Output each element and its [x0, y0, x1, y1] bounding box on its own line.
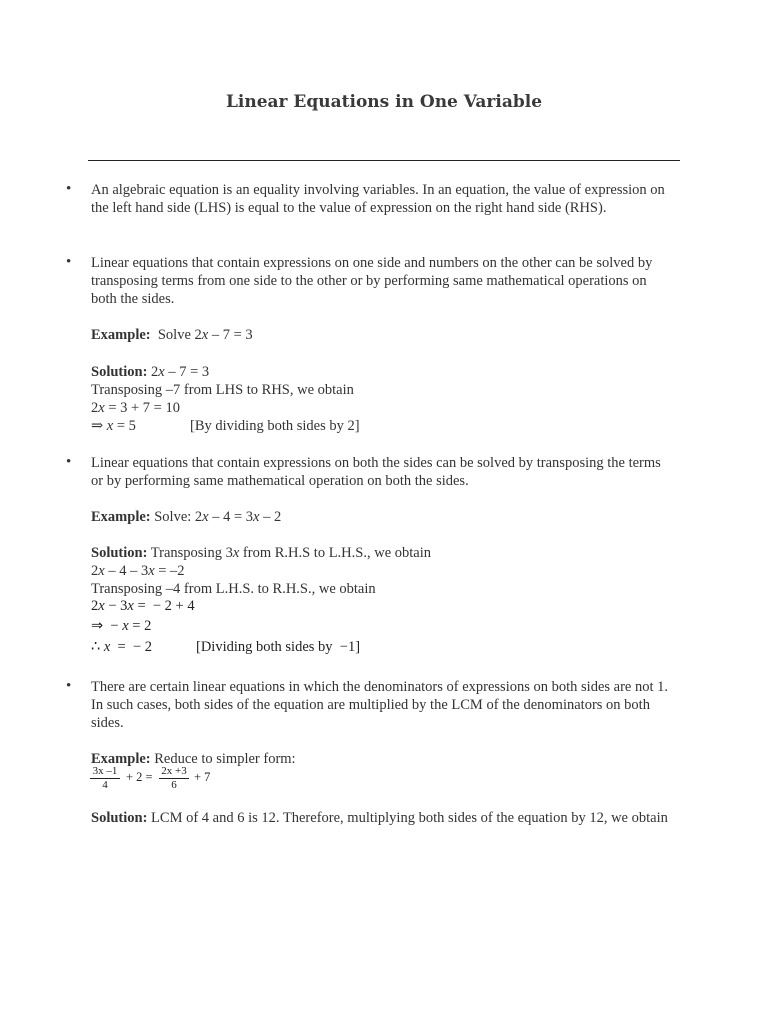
solution-label: Solution:	[91, 364, 148, 380]
equation-operator-2: + 7	[194, 770, 211, 784]
solution-1-line-3: 2x = 3 + 7 = 10	[91, 400, 180, 416]
bullet-marker-4: •	[66, 678, 72, 694]
solution-2-note: [Dividing both sides by −1]	[196, 639, 361, 655]
equation-operator-1: + 2 =	[126, 770, 153, 784]
bullet-marker-2: •	[66, 254, 72, 270]
solution-label: Solution:	[91, 545, 148, 561]
bullet-marker-3: •	[66, 454, 72, 470]
paragraph-definition: An algebraic equation is an equality involving variables. In an equation, the value of expression on the left hand side (LHS) is equal to the value of expression on the right hand side (RHS).	[91, 182, 665, 217]
page-title: Linear Equations in One Variable	[225, 92, 543, 112]
example-label: Example:	[91, 751, 151, 767]
bullet-marker-1: •	[66, 181, 72, 197]
fraction-1-numerator: 3x –1	[90, 765, 120, 779]
fraction-2	[159, 765, 189, 792]
solution-1-note: [By dividing both sides by 2]	[190, 418, 360, 434]
fraction-1	[90, 765, 120, 792]
fraction-2-denominator: 6	[171, 779, 177, 791]
solution-2-line-4: 2x − 3x = − 2 + 4	[91, 598, 195, 614]
solution-1-line-4: ⇒ x = 5	[91, 418, 136, 434]
example-1: Example: Solve 2x – 7 = 3	[91, 327, 253, 343]
example-2: Example: Solve: 2x – 4 = 3x – 2	[91, 509, 282, 525]
example-label: Example:	[91, 327, 151, 343]
solution-2-line-3: Transposing –4 from L.H.S. to R.H.S., we obtain	[91, 581, 376, 597]
solution-2-line-1: Solution: Transposing 3x from R.H.S to L.H.S., we obtain	[91, 545, 431, 561]
solution-1-line-1: Solution: 2x – 7 = 3	[91, 364, 210, 380]
example-label: Example:	[91, 509, 151, 525]
fraction-2-numerator: 2x +3	[159, 765, 189, 779]
title-divider	[88, 160, 680, 161]
solution-1-line-2: Transposing –7 from LHS to RHS, we obtain	[91, 382, 354, 398]
paragraph-both-sides: Linear equations that contain expressions on both the sides can be solved by transposing the terms or by performing same mathematical operation on both the sides.	[91, 455, 661, 490]
solution-2-line-2: 2x – 4 – 3x = –2	[91, 563, 185, 579]
example-3: Example: Reduce to simpler form:	[91, 751, 296, 767]
fraction-1-denominator: 4	[102, 779, 108, 791]
solution-2-line-6: ∴ x = − 2	[91, 639, 153, 655]
paragraph-denominators: There are certain linear equations in which the denominators of expressions on both sides are not 1. In such cases, both sides of the equation are multiplied by the LCM of the denominators on both sides.	[91, 679, 669, 732]
solution-3: Solution: LCM of 4 and 6 is 12. Therefore, multiplying both sides of the equation by 12, we obtain	[91, 810, 668, 826]
paragraph-one-side: Linear equations that contain expressions on one side and numbers on the other can be solved by transposing terms from one side to the other or by performing same mathematical operations on both the sides.	[91, 255, 653, 308]
solution-label: Solution:	[91, 810, 148, 826]
solution-2-line-5: ⇒ − x = 2	[91, 618, 152, 634]
